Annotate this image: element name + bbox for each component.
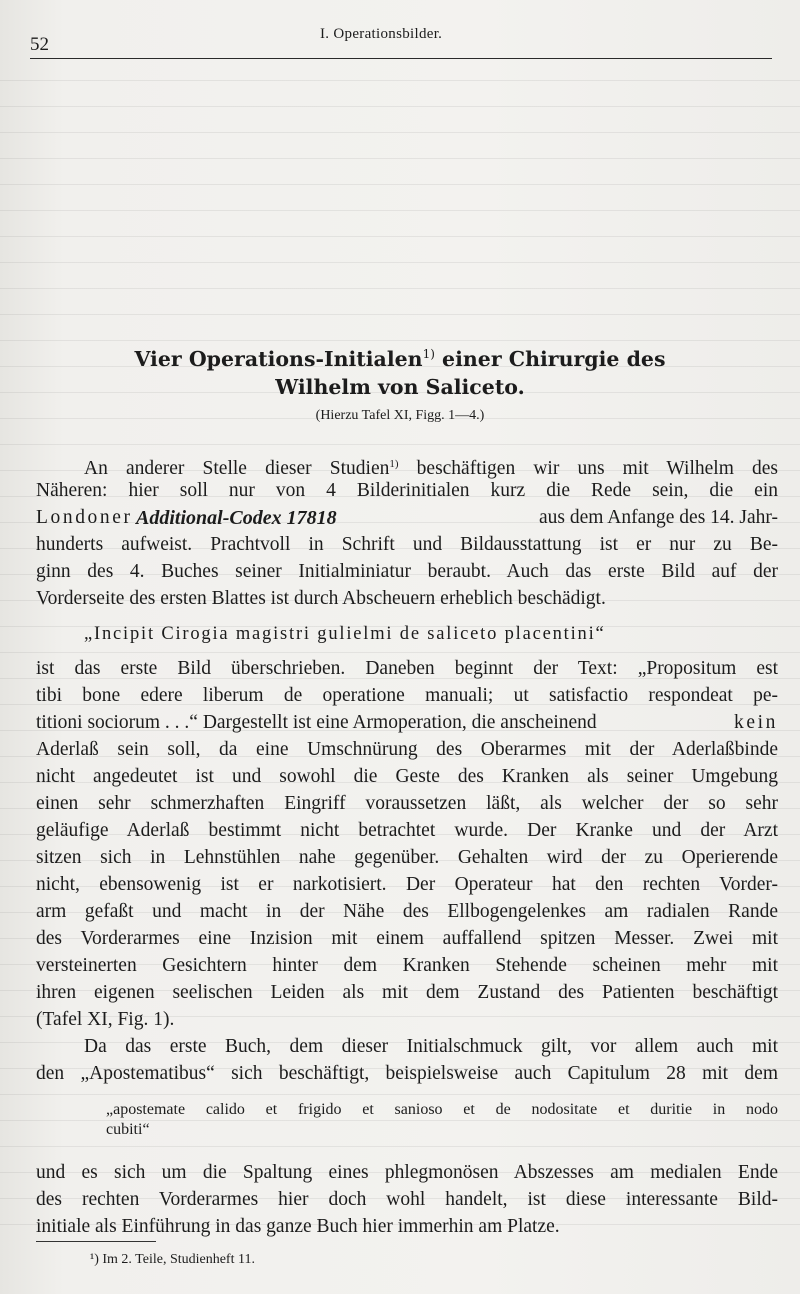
body-line: und es sich um die Spaltung eines phlegmonösen Abszesses am medialen Ende xyxy=(36,1162,778,1183)
body-line: nicht, ebensowenig ist er narkotisiert. Der Operateur hat den rechten Vorder- xyxy=(36,874,778,895)
article-title xyxy=(60,340,740,401)
body-line: Aderlaß sein soll, da eine Umschnürung des Oberarmes mit der Aderlaßbinde xyxy=(36,739,778,760)
body-line-end: aus dem Anfange des 14. Jahr- xyxy=(539,507,778,528)
body-line: arm gefaßt und macht in der Nähe des Ellbogengelenkes am radialen Rande xyxy=(36,901,778,922)
body-line: titioni sociorum . . .“ Dargestellt ist eine Armoperation, die anscheinend kein xyxy=(36,712,778,733)
body-line: Da das erste Buch, dem dieser Initialschmuck gilt, vor allem auch mit xyxy=(84,1036,778,1057)
page-number: 52 xyxy=(30,34,49,55)
body-line: tibi bone edere liberum de operatione manuali; ut satisfactio respondeat pe- xyxy=(36,685,778,706)
body-line: Vorderseite des ersten Blattes ist durch Abscheuern erheblich beschädigt. xyxy=(36,588,606,609)
title-line-2: Wilhelm von Saliceto. xyxy=(275,375,525,399)
title-line-1-end: einer Chirurgie des xyxy=(434,347,666,371)
body-line: (Tafel XI, Fig. 1). xyxy=(36,1009,175,1030)
body-line: ginn des 4. Buches seiner Initialminiatur beraubt. Auch das erste Bild auf der xyxy=(36,561,778,582)
title-footnote-marker: 1) xyxy=(422,347,435,361)
header-rule xyxy=(30,58,772,59)
subtitle: (Hierzu Tafel XI, Figg. 1—4.) xyxy=(315,408,485,423)
running-head xyxy=(30,18,770,58)
body-line: einen sehr schmerzhaften Eingriff voraussetzen läßt, als welcher der so sehr xyxy=(36,793,778,814)
body-line: initiale als Einführung in das ganze Buch hier immerhin am Platze. xyxy=(36,1216,560,1237)
codex-name: Additional-Codex 17818 xyxy=(136,507,337,529)
footnote-rule xyxy=(36,1241,156,1242)
title-line-1: Vier Operations-Initialen xyxy=(134,347,423,371)
footnote-marker: 1) xyxy=(389,458,399,470)
body-line: den „Apostematibus“ sich beschäftigt, beispielsweise auch Capitulum 28 mit dem xyxy=(36,1063,778,1084)
body-line: hunderts aufweist. Prachtvoll in Schrift und Bildausstattung ist er nur zu Be- xyxy=(36,534,778,555)
quote-line: „apostemate calido et frigido et sanioso et de nodositate et duritie in nodo xyxy=(106,1101,778,1118)
body-line: Näheren: hier soll nur von 4 Bilderinitialen kurz die Rede sein, die ein xyxy=(36,480,778,501)
body-line: geläufige Aderlaß bestimmt nicht betrachtet wurde. Der Kranke und der Arzt xyxy=(36,820,778,841)
running-head-title: I. Operationsbilder. xyxy=(320,26,443,42)
incipit-line: „Incipit Cirogia magistri gulielmi de saliceto placentini“ xyxy=(84,624,606,644)
word-kein: kein xyxy=(734,712,778,733)
body-line: An anderer Stelle dieser Studien$^{1)}$ beschäftigen wir uns mit Wilhelm des xyxy=(84,458,779,479)
body-line: des rechten Vorderarmes hier doch wohl handelt, ist diese interessante Bild- xyxy=(36,1189,778,1210)
body-line: versteinerten Gesichtern hinter dem Kranken Stehende scheinen mehr mit xyxy=(36,955,778,976)
quote-line: cubiti“ xyxy=(106,1121,150,1138)
body-line xyxy=(36,506,778,530)
body-line: ihren eigenen seelischen Leiden als mit dem Zustand des Patienten beschäftigt xyxy=(36,982,778,1003)
body-line: nicht angedeutet ist und sowohl die Geste des Kranken als seiner Umgebung xyxy=(36,766,778,787)
word-londoner: Londoner xyxy=(36,507,133,528)
body-line: des Vorderarmes eine Inzision mit einem auffallend spitzen Messer. Zwei mit xyxy=(36,928,778,949)
body-line: sitzen sich in Lehnstühlen nahe gegenüber. Gehalten wird der zu Operierende xyxy=(36,847,778,868)
body-line: ist das erste Bild überschrieben. Daneben beginnt der Text: „Propositum est xyxy=(36,658,778,679)
footnote: ¹) Im 2. Teile, Studienheft 11. xyxy=(90,1252,255,1267)
